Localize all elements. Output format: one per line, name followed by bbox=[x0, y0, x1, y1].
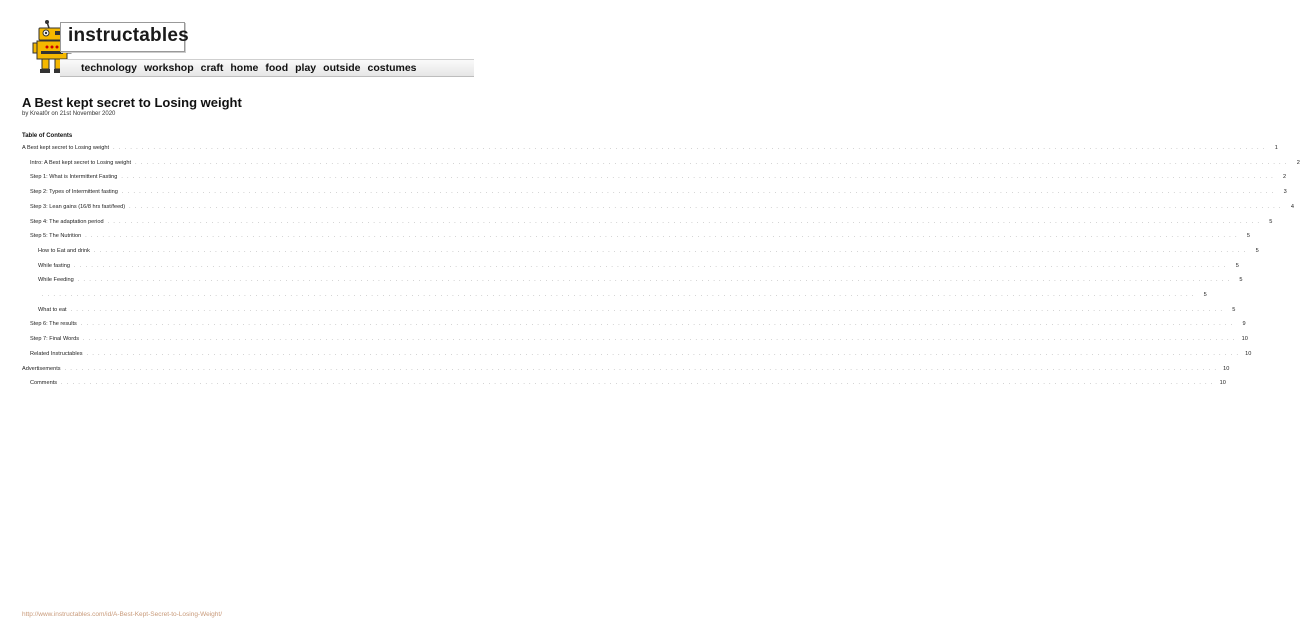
author-byline: by Kreat0r on 21st November 2020 bbox=[22, 111, 116, 117]
nav-item-technology[interactable]: technology bbox=[81, 62, 138, 74]
toc-entry-page: 10 bbox=[1219, 380, 1226, 387]
toc-leader-dots: . . . . . . . . . . . . . . . . . . . . . . . . . . . . . . . . . . . . . . . . . . . . . . . . . . . . . . . . . . . . . . . . . . . . . . . . . . . . . . . . . . . . . . . . . . . . . . . . . . . . . . . . . . . . . . . . . . . . . . . . . . . . . . . . . . . . . . . . . . . . . . . . . . . . . . . . . . . . . . . . . . . . . . . . . . . . . . . . . . . . . . . . . . . . . . . . . . . . . . . . bbox=[107, 218, 1261, 225]
toc-entry[interactable] bbox=[22, 276, 1243, 285]
nav-item-costumes[interactable]: costumes bbox=[367, 62, 417, 74]
toc-entry-page: 5 bbox=[1246, 233, 1250, 240]
nav-item-workshop[interactable]: workshop bbox=[144, 62, 194, 74]
toc-leader-dots: . . . . . . . . . . . . . . . . . . . . . . . . . . . . . . . . . . . . . . . . . . . . . . . . . . . . . . . . . . . . . . . . . . . . . . . . . . . . . . . . . . . . . . . . . . . . . . . . . . . . . . . . . . . . . . . . . . . . . . . . . . . . . . . . . . . . . . . . . . . . . . . . . . . . . . . . . . . . . . . . . . . . . . . . . . . . . . . . . . . . . . . . . . . . . . . . . . . . . . . . bbox=[121, 174, 1275, 181]
toc-entry-page: 3 bbox=[1283, 189, 1287, 196]
toc-entry-label: How to Eat and drink bbox=[38, 247, 90, 254]
toc-entry[interactable] bbox=[22, 188, 1287, 197]
toc-entry-page: 10 bbox=[1241, 336, 1248, 343]
toc-entry-page: 5 bbox=[1235, 262, 1239, 269]
toc-entry[interactable] bbox=[22, 306, 1236, 315]
nav-item-food[interactable]: food bbox=[265, 62, 289, 74]
toc-entry[interactable] bbox=[22, 218, 1273, 227]
nav-item-craft[interactable]: craft bbox=[200, 62, 224, 74]
toc-entry-label: Step 3: Lean gains (16/8 hrs fast/feed) bbox=[30, 203, 126, 210]
toc-entry-page: 2 bbox=[1296, 159, 1300, 166]
toc-entry-label: Step 4: The adaptation period bbox=[30, 218, 104, 225]
toc-entry[interactable] bbox=[22, 203, 1294, 212]
toc-entry-label: Step 2: Types of Intermittent fasting bbox=[30, 189, 118, 196]
toc-entry[interactable] bbox=[22, 173, 1287, 182]
toc-entry[interactable] bbox=[22, 262, 1239, 271]
footer-url[interactable]: http://www.instructables.com/id/A-Best-Kept-Secret-to-Losing-Weight/ bbox=[22, 611, 223, 618]
toc-entry-label: Step 5: The Nutrition bbox=[30, 233, 82, 240]
toc-entry-page: 9 bbox=[1242, 321, 1246, 328]
toc-entry-label: Step 1: What is Intermittent Fasting bbox=[30, 174, 118, 181]
toc-leader-dots: . . . . . . . . . . . . . . . . . . . . . . . . . . . . . . . . . . . . . . . . . . . . . . . . . . . . . . . . . . . . . . . . . . . . . . . . . . . . . . . . . . . . . . . . . . . . . . . . . . . . . . . . . . . . . . . . . . . . . . . . . . . . . . . . . . . . . . . . . . . . . . . . . . . . . . . . . . . . . . . . . . . . . . . . . . . . . . . . . . . . . . . . . . . . . . . . . . . . . . . . bbox=[61, 380, 1214, 387]
toc-entry[interactable] bbox=[22, 247, 1259, 256]
toc-entry-label: While fasting bbox=[38, 262, 71, 269]
toc-leader-dots: . . . . . . . . . . . . . . . . . . . . . . . . . . . . . . . . . . . . . . . . . . . . . . . . . . . . . . . . . . . . . . . . . . . . . . . . . . . . . . . . . . . . . . . . . . . . . . . . . . . . . . . . . . . . . . . . . . . . . . . . . . . . . . . . . . . . . . . . . . . . . . . . . . . . . . . . . . . . . . . . . . . . . . . . . . . . . . . . . . . . . . . . . . . . . . . . . . . . . . . . bbox=[42, 292, 1195, 298]
toc-entry-page: 1 bbox=[1274, 145, 1278, 151]
toc-leader-dots: . . . . . . . . . . . . . . . . . . . . . . . . . . . . . . . . . . . . . . . . . . . . . . . . . . . . . . . . . . . . . . . . . . . . . . . . . . . . . . . . . . . . . . . . . . . . . . . . . . . . . . . . . . . . . . . . . . . . . . . . . . . . . . . . . . . . . . . . . . . . . . . . . . . . . . . . . . . . . . . . . . . . . . . . . . . . . . . . . . . . . . . . . . . . . . . . . . . . . . . . bbox=[77, 277, 1231, 284]
toc-entry-label: A Best kept secret to Losing weight bbox=[22, 145, 110, 151]
toc-entry[interactable] bbox=[22, 350, 1252, 359]
toc-entry[interactable] bbox=[22, 159, 1300, 168]
toc-leader-dots: . . . . . . . . . . . . . . . . . . . . . . . . . . . . . . . . . . . . . . . . . . . . . . . . . . . . . . . . . . . . . . . . . . . . . . . . . . . . . . . . . . . . . . . . . . . . . . . . . . . . . . . . . . . . . . . . . . . . . . . . . . . . . . . . . . . . . . . . . . . . . . . . . . . . . . . . . . . . . . . . . . . . . . . . . . . . . . . . . . . . . . . . . . . . . . . . . . . . . . . . bbox=[83, 336, 1236, 343]
site-logo[interactable] bbox=[60, 22, 189, 52]
category-nav bbox=[60, 59, 474, 77]
toc-entry[interactable] bbox=[22, 291, 1207, 300]
toc-entry[interactable] bbox=[22, 379, 1226, 388]
toc-leader-dots: . . . . . . . . . . . . . . . . . . . . . . . . . . . . . . . . . . . . . . . . . . . . . . . . . . . . . . . . . . . . . . . . . . . . . . . . . . . . . . . . . . . . . . . . . . . . . . . . . . . . . . . . . . . . . . . . . . . . . . . . . . . . . . . . . . . . . . . . . . . . . . . . . . . . . . . . . . . . . . . . . . . . . . . . . . . . . . . . . . . . . . . . . . . . . . . . . . . . . . . . bbox=[93, 247, 1247, 254]
toc-leader-dots: . . . . . . . . . . . . . . . . . . . . . . . . . . . . . . . . . . . . . . . . . . . . . . . . . . . . . . . . . . . . . . . . . . . . . . . . . . . . . . . . . . . . . . . . . . . . . . . . . . . . . . . . . . . . . . . . . . . . . . . . . . . . . . . . . . . . . . . . . . . . . . . . . . . . . . . . . . . . . . . . . . . . . . . . . . . . . . . . . . . . . . . . . . . . . . . . . . . . . . . . bbox=[121, 189, 1275, 196]
toc-leader-dots: . . . . . . . . . . . . . . . . . . . . . . . . . . . . . . . . . . . . . . . . . . . . . . . . . . . . . . . . . . . . . . . . . . . . . . . . . . . . . . . . . . . . . . . . . . . . . . . . . . . . . . . . . . . . . . . . . . . . . . . . . . . . . . . . . . . . . . . . . . . . . . . . . . . . . . . . . . . . . . . . . . . . . . . . . . . . . . . . . . . . . . . . . . . . . . . . . . . . . . . . bbox=[70, 306, 1224, 313]
toc-heading: Table of Contents bbox=[22, 133, 73, 139]
toc-entry-label: While Feeding bbox=[38, 277, 74, 284]
toc-entry-page: 10 bbox=[1245, 350, 1252, 357]
toc-leader-dots: . . . . . . . . . . . . . . . . . . . . . . . . . . . . . . . . . . . . . . . . . . . . . . . . . . . . . . . . . . . . . . . . . . . . . . . . . . . . . . . . . . . . . . . . . . . . . . . . . . . . . . . . . . . . . . . . . . . . . . . . . . . . . . . . . . . . . . . . . . . . . . . . . . . . . . . . . . . . . . . . . . . . . . . . . . . . . . . . . . . . . . . . . . . . . . . . . . . . . . . . bbox=[85, 233, 1238, 240]
toc-entry-page: 4 bbox=[1290, 203, 1294, 210]
toc-leader-dots: . . . . . . . . . . . . . . . . . . . . . . . . . . . . . . . . . . . . . . . . . . . . . . . . . . . . . . . . . . . . . . . . . . . . . . . . . . . . . . . . . . . . . . . . . . . . . . . . . . . . . . . . . . . . . . . . . . . . . . . . . . . . . . . . . . . . . . . . . . . . . . . . . . . . . . . . . . . . . . . . . . . . . . . . . . . . . . . . . . . . . . . . . . . . . . . . . . . . . . . . bbox=[86, 350, 1240, 357]
nav-item-outside[interactable]: outside bbox=[323, 62, 361, 74]
toc-entry-label: Advertisements bbox=[22, 365, 61, 372]
toc-entry-label: Related Instructables bbox=[30, 350, 83, 357]
nav-item-home[interactable]: home bbox=[230, 62, 259, 74]
toc-entry[interactable] bbox=[22, 365, 1230, 374]
toc-entry[interactable] bbox=[22, 144, 1278, 153]
toc-leader-dots: . . . . . . . . . . . . . . . . . . . . . . . . . . . . . . . . . . . . . . . . . . . . . . . . . . . . . . . . . . . . . . . . . . . . . . . . . . . . . . . . . . . . . . . . . . . . . . . . . . . . . . . . . . . . . . . . . . . . . . . . . . . . . . . . . . . . . . . . . . . . . . . . . . . . . . . . . . . . . . . . . . . . . . . . . . . . . . . . . . . . . . . . . . . . . . . . . . . . . . . . bbox=[80, 321, 1234, 328]
toc-entry-page: 10 bbox=[1223, 365, 1230, 372]
toc-entry[interactable] bbox=[22, 232, 1250, 241]
toc-entry-label: Step 6: The results bbox=[30, 321, 77, 328]
toc-entry-page: 5 bbox=[1203, 292, 1207, 298]
toc-entry-label: Intro: A Best kept secret to Losing weight bbox=[30, 159, 132, 166]
toc-leader-dots: . . . . . . . . . . . . . . . . . . . . . . . . . . . . . . . . . . . . . . . . . . . . . . . . . . . . . . . . . . . . . . . . . . . . . . . . . . . . . . . . . . . . . . . . . . . . . . . . . . . . . . . . . . . . . . . . . . . . . . . . . . . . . . . . . . . . . . . . . . . . . . . . . . . . . . . . . . . . . . . . . . . . . . . . . . . . . . . . . . . . . . . . . . . . . . . . . . . . . . . . bbox=[135, 159, 1288, 166]
toc-entry-label: Comments bbox=[30, 380, 58, 387]
page-title: A Best kept secret to Losing weight bbox=[22, 95, 242, 110]
toc-entry[interactable] bbox=[22, 320, 1246, 329]
toc-entry-page: 5 bbox=[1232, 306, 1236, 313]
toc-entry-page: 2 bbox=[1283, 174, 1287, 181]
toc-leader-dots: . . . . . . . . . . . . . . . . . . . . . . . . . . . . . . . . . . . . . . . . . . . . . . . . . . . . . . . . . . . . . . . . . . . . . . . . . . . . . . . . . . . . . . . . . . . . . . . . . . . . . . . . . . . . . . . . . . . . . . . . . . . . . . . . . . . . . . . . . . . . . . . . . . . . . . . . . . . . . . . . . . . . . . . . . . . . . . . . . . . . . . . . . . . . . . . . . . . . . . . . bbox=[74, 262, 1227, 269]
site-logo-text: instructables bbox=[68, 25, 189, 46]
toc-entry-page: 5 bbox=[1239, 277, 1243, 284]
nav-item-play[interactable]: play bbox=[295, 62, 317, 74]
toc-leader-dots: . . . . . . . . . . . . . . . . . . . . . . . . . . . . . . . . . . . . . . . . . . . . . . . . . . . . . . . . . . . . . . . . . . . . . . . . . . . . . . . . . . . . . . . . . . . . . . . . . . . . . . . . . . . . . . . . . . . . . . . . . . . . . . . . . . . . . . . . . . . . . . . . . . . . . . . . . . . . . . . . . . . . . . . . . . . . . . . . . . . . . . . . . . . . . . . . . . . . . . . . bbox=[129, 203, 1282, 210]
toc-leader-dots: . . . . . . . . . . . . . . . . . . . . . . . . . . . . . . . . . . . . . . . . . . . . . . . . . . . . . . . . . . . . . . . . . . . . . . . . . . . . . . . . . . . . . . . . . . . . . . . . . . . . . . . . . . . . . . . . . . . . . . . . . . . . . . . . . . . . . . . . . . . . . . . . . . . . . . . . . . . . . . . . . . . . . . . . . . . . . . . . . . . . . . . . . . . . . . . . . . . . . . . . bbox=[113, 145, 1266, 151]
toc-leader-dots: . . . . . . . . . . . . . . . . . . . . . . . . . . . . . . . . . . . . . . . . . . . . . . . . . . . . . . . . . . . . . . . . . . . . . . . . . . . . . . . . . . . . . . . . . . . . . . . . . . . . . . . . . . . . . . . . . . . . . . . . . . . . . . . . . . . . . . . . . . . . . . . . . . . . . . . . . . . . . . . . . . . . . . . . . . . . . . . . . . . . . . . . . . . . . . . . . . . . . . . . bbox=[64, 365, 1218, 372]
toc-entry-page: 5 bbox=[1255, 247, 1259, 254]
toc-entry-page: 5 bbox=[1269, 218, 1273, 225]
toc-entry-label: What to eat bbox=[38, 306, 67, 313]
toc-entry-label: Step 7: Final Words bbox=[30, 336, 80, 343]
toc-entry[interactable] bbox=[22, 335, 1248, 344]
